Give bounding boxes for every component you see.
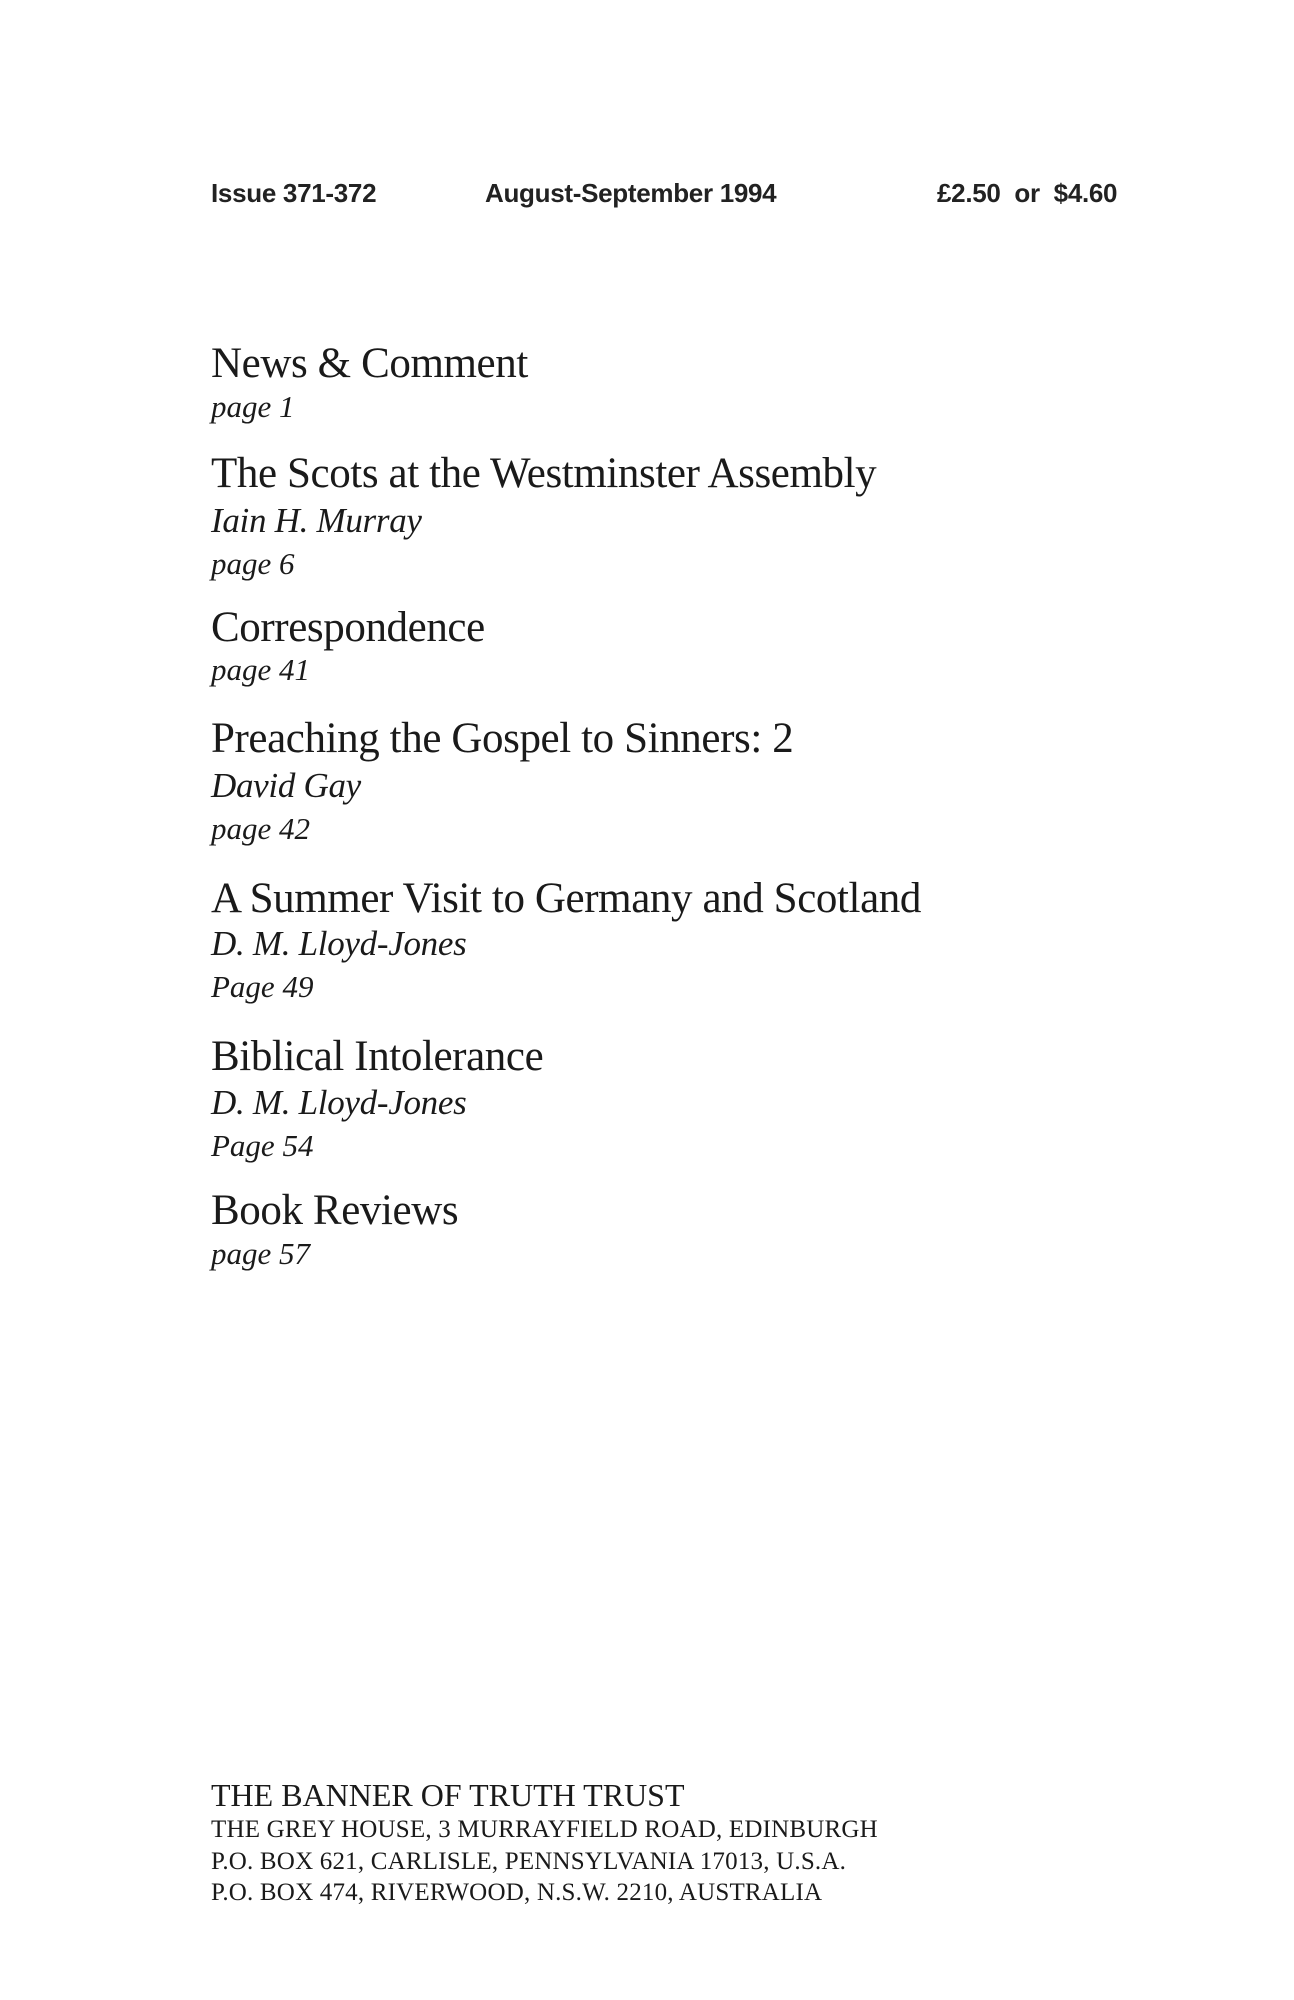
address-line: P.O. BOX 474, RIVERWOOD, N.S.W. 2210, AUSTRALIA — [211, 1879, 823, 1906]
address-line: P.O. BOX 621, CARLISLE, PENNSYLVANIA 17013, U.S.A. — [211, 1848, 847, 1875]
entry-page: page 6 — [211, 546, 295, 581]
entry-title: Preaching the Gospel to Sinners: 2 — [211, 715, 794, 762]
entry-page: page 41 — [211, 652, 311, 687]
entry-title: A Summer Visit to Germany and Scotland — [211, 875, 921, 922]
entry-page: page 42 — [211, 811, 311, 846]
entry-title: Biblical Intolerance — [211, 1033, 544, 1080]
issue-price: £2.50 or $4.60 — [937, 178, 1118, 208]
entry-title: Correspondence — [211, 604, 485, 651]
address-line: THE GREY HOUSE, 3 MURRAYFIELD ROAD, EDINBURGH — [211, 1816, 878, 1843]
entry-page: Page 54 — [211, 1128, 314, 1163]
entry-page: page 1 — [211, 389, 295, 424]
entry-page: page 57 — [211, 1236, 311, 1271]
issue-date: August-September 1994 — [485, 178, 777, 208]
publisher-name: THE BANNER OF TRUTH TRUST — [211, 1777, 685, 1813]
issue-number: Issue 371-372 — [211, 178, 377, 208]
entry-title: Book Reviews — [211, 1187, 459, 1234]
entry-page: Page 49 — [211, 969, 314, 1004]
entry-title: The Scots at the Westminster Assembly — [211, 450, 877, 497]
entry-title: News & Comment — [211, 340, 528, 387]
entry-author: D. M. Lloyd-Jones — [211, 1083, 467, 1122]
entry-author: Iain H. Murray — [211, 501, 422, 540]
entry-author: David Gay — [211, 766, 361, 805]
entry-author: D. M. Lloyd-Jones — [211, 924, 467, 963]
